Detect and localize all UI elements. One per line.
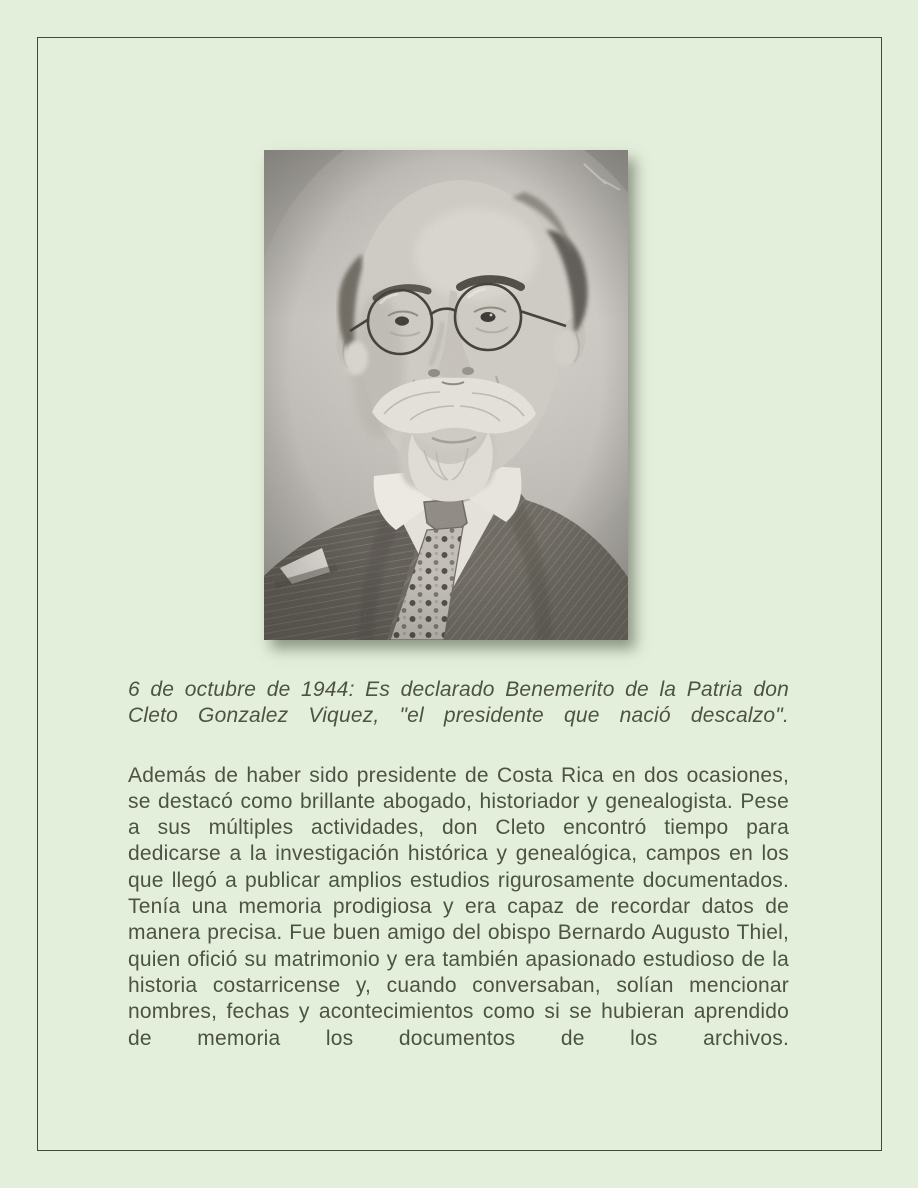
portrait-photo [264,150,628,640]
article-text [128,677,789,1052]
caption-paragraph: 6 de octubre de 1944: Es declarado Benemerito de la Patria don Cleto Gonzalez Viquez, "el presidente que nació descalzo". [128,678,789,728]
portrait-illustration [264,150,628,640]
body-paragraph: Además de haber sido presidente de Costa Rica en dos ocasiones, se destacó como brillante abogado, historiador y genealogista. Pese a sus múltiples actividades, don Cleto encontró tiempo para dedicarse a la investigación histórica y genealógica, campos en los que llegó a publicar amplios estudios rigurosamente documentados. Tenía una memoria prodigiosa y era capaz de recordar datos de manera precisa. Fue buen amigo del obispo Bernardo Augusto Thiel, quien ofició su matrimonio y era también apasionado estudioso de la historia costarricense y, cuando conversaban, solían mencionar nombres, fechas y acontecimientos como si se hubieran aprendido de memoria los documentos de los archivos. [128,763,789,1050]
photo-grain [264,150,628,640]
